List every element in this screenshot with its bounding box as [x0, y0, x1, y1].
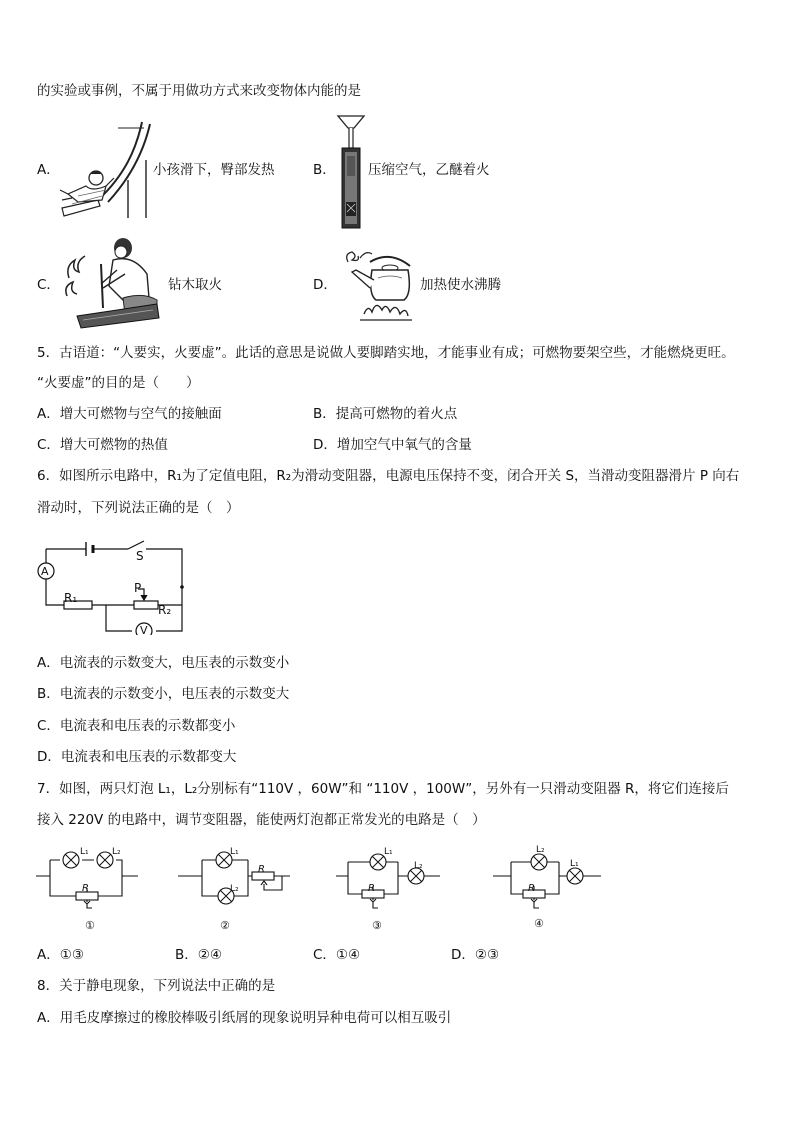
air-compression-image: [334, 112, 368, 232]
drill-wood-fire-image: [63, 234, 163, 330]
q4-option-d-text: 加热使水沸腾: [420, 277, 501, 293]
q7-c2-l1: L₁: [230, 847, 239, 857]
q7-c1-l1: L₁: [80, 847, 89, 857]
q6-option-d: D．电流表和电压表的示数都变大: [37, 749, 237, 765]
q7-c3-l2: L₂: [414, 861, 423, 871]
q4-option-c-letter: C．: [37, 277, 60, 293]
slider-p-label: P: [134, 581, 142, 595]
q4-option-c-text: 钻木取火: [168, 277, 222, 293]
q7-option-a: A．①③: [37, 947, 84, 963]
q7-c3-label: ③: [372, 919, 382, 932]
q6-option-c: C．电流表和电压表的示数都变小: [37, 718, 236, 734]
q7-c1-l2: L₂: [112, 847, 121, 857]
q6-option-a: A．电流表的示数变大，电压表的示数变小: [37, 655, 290, 671]
q8-line1: 8．关于静电现象，下列说法中正确的是: [37, 978, 276, 994]
child-slide-image: [58, 120, 154, 220]
q7-c1-label: ①: [85, 919, 95, 932]
q7-c2-r: R: [258, 864, 265, 875]
r1-label: R₁: [64, 591, 78, 605]
q4-option-b-text: 压缩空气，乙醚着火: [368, 162, 490, 178]
q7-c2-l2: L₂: [230, 884, 239, 894]
q5-option-a: A．增大可燃物与空气的接触面: [37, 406, 222, 422]
q7-circuit-4: [493, 846, 603, 912]
q7-line1: 7．如图，两只灯泡 L₁，L₂分别标有“110V ，60W”和 “110V ，100W”，另外有一只滑动变阻器 R，将它们连接后: [37, 781, 729, 797]
q7-c4-l1: L₁: [570, 859, 579, 869]
q7-c4-r: R: [528, 883, 535, 894]
q4-option-b-letter: B．: [313, 162, 336, 178]
q7-option-b: B．②④: [175, 947, 222, 963]
voltmeter-label: V: [140, 624, 148, 637]
q5-line1: 5．古语道：“人要实，火要虚”。此话的意思是说做人要脚踏实地，才能事业有成；可燃物要架空些，才能燃烧更旺。: [37, 345, 735, 361]
q4-option-d-letter: D．: [313, 277, 337, 293]
q6-option-b: B．电流表的示数变小，电压表的示数变大: [37, 686, 290, 702]
kettle-heating-image: [340, 248, 416, 322]
q7-option-c: C．①④: [313, 947, 361, 963]
q5-line2: “火要虚”的目的是（ ）: [37, 375, 200, 391]
q7-c3-r: R: [368, 883, 375, 894]
q5-option-c: C．增大可燃物的热值: [37, 437, 168, 453]
switch-label: S: [136, 549, 144, 563]
q6-line1: 6．如图所示电路中，R₁为了定值电阻，R₂为滑动变阻器，电源电压保持不变，闭合开关 S，当滑动变阻器滑片 P 向右: [37, 468, 740, 484]
q6-circuit-diagram: [36, 537, 188, 635]
ammeter-label: A: [41, 565, 49, 578]
q4-option-a-letter: A．: [37, 162, 60, 178]
r2-label: R₂: [158, 603, 172, 617]
q7-c4-label: ④: [534, 917, 544, 930]
q7-c1-r: R: [82, 883, 89, 894]
q7-option-d: D．②③: [451, 947, 500, 963]
q4-option-a-text: 小孩滑下，臀部发热: [153, 162, 275, 178]
q4-stem: 的实验或事例，不属于用做功方式来改变物体内能的是: [37, 83, 361, 99]
q7-line2: 接入 220V 的电路中，调节变阻器，能使两灯泡都正常发光的电路是（ ）: [37, 812, 486, 828]
q7-c4-l2: L₂: [536, 845, 545, 855]
q8-option-a: A．用毛皮摩擦过的橡胶棒吸引纸屑的现象说明异种电荷可以相互吸引: [37, 1010, 452, 1026]
q7-c2-label: ②: [220, 919, 230, 932]
q5-option-b: B．提高可燃物的着火点: [313, 406, 458, 422]
q7-c3-l1: L₁: [384, 847, 393, 857]
q6-line2: 滑动时，下列说法正确的是（ ）: [37, 500, 240, 516]
q5-option-d: D．增加空气中氧气的含量: [313, 437, 472, 453]
